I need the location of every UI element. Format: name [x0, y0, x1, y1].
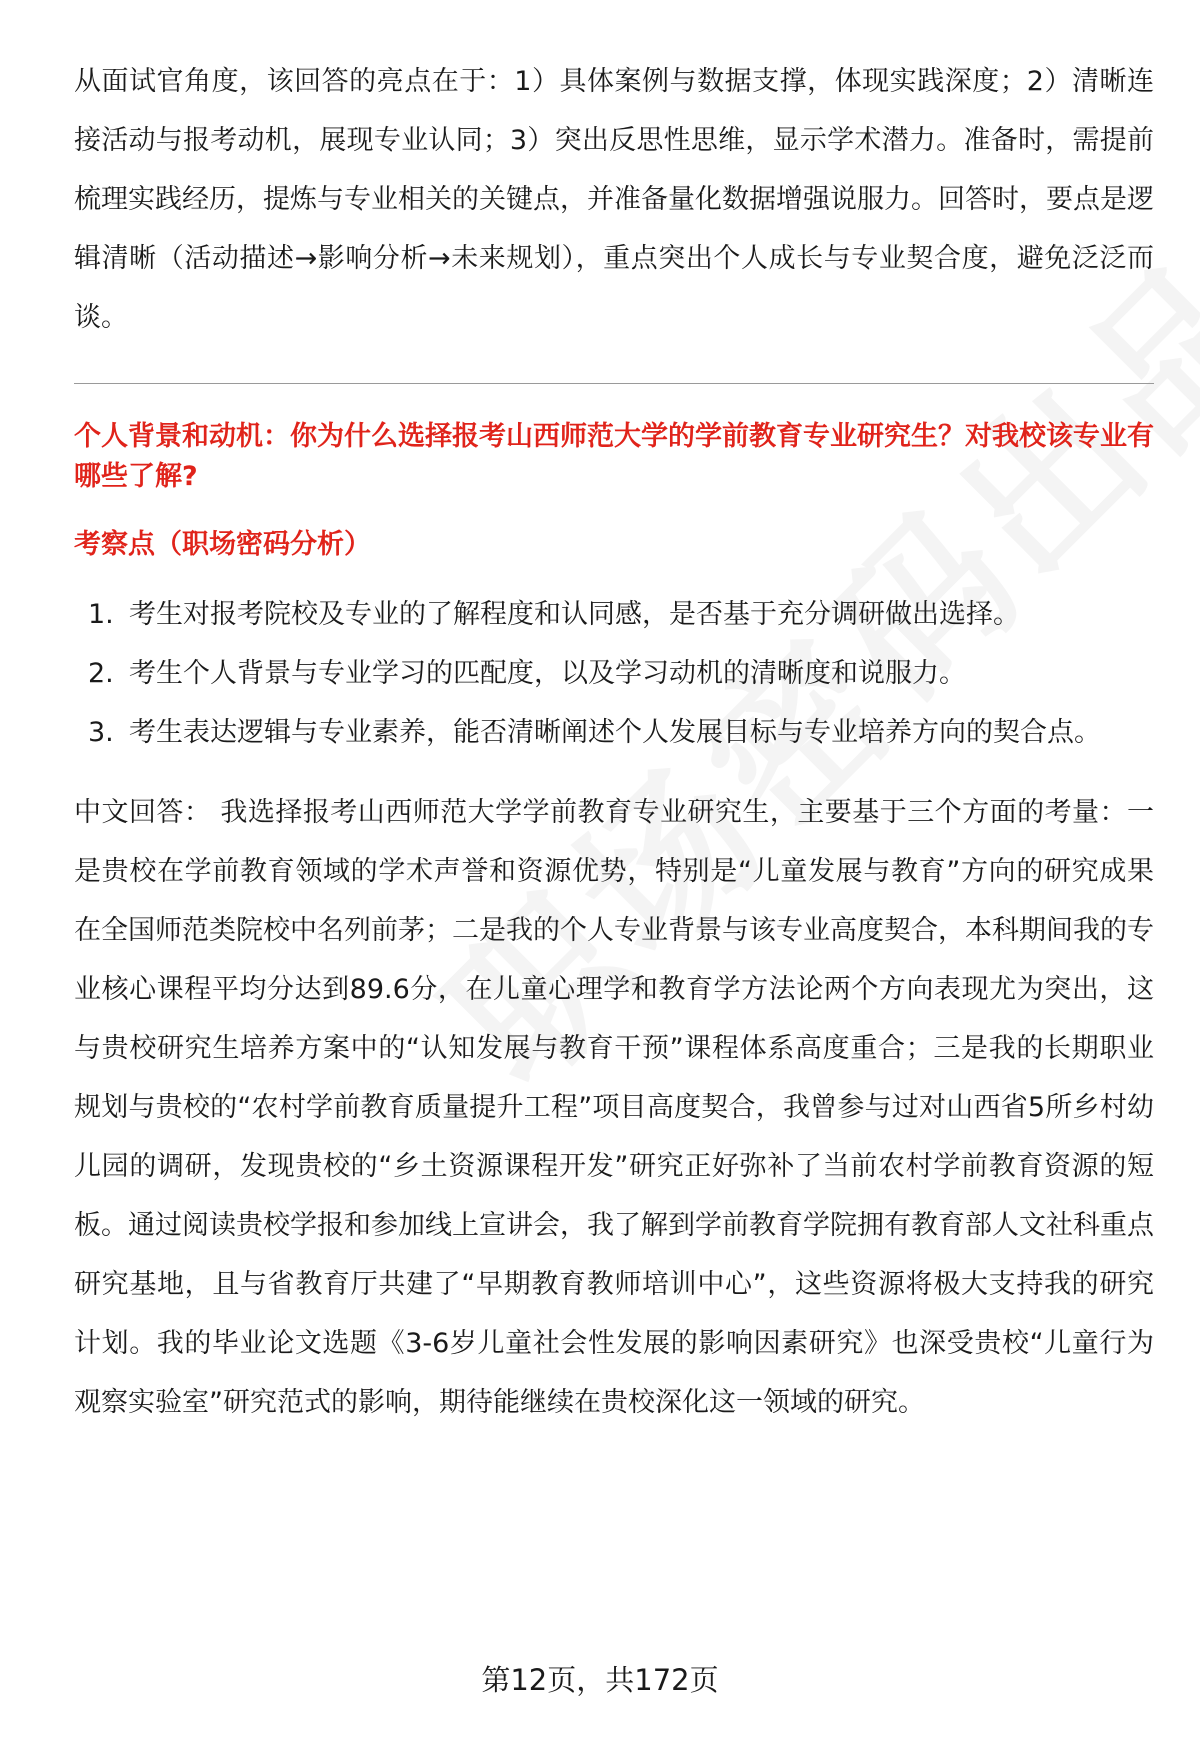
question-heading: 个人背景和动机：你为什么选择报考山西师范大学的学前教育专业研究生？对我校该专业有哪些了解?	[74, 421, 1154, 492]
list-number: 3.	[88, 717, 114, 748]
list-item	[74, 703, 1154, 762]
list-text: 考生个人背景与专业学习的匹配度，以及学习动机的清晰度和说服力。	[129, 658, 966, 689]
list-text: 考生对报考院校及专业的了解程度和认同感，是否基于充分调研做出选择。	[129, 599, 1020, 630]
section-divider	[74, 383, 1154, 384]
list-number: 2.	[88, 658, 114, 689]
assessment-points-list	[74, 585, 1154, 762]
page-footer: 第12页，共172页	[481, 1663, 719, 1697]
answer-paragraph: 中文回答： 我选择报考山西师范大学学前教育专业研究生，主要基于三个方面的考量：一是贵校在学前教育领域的学术声誉和资源优势，特别是“儿童发展与教育”方向的研究成果在全国师范类院校中名列前茅；二是我的个人专业背景与该专业高度契合，本科期间我的专业核心课程平均分达到89.6分，在儿童心理学和教育学方法论两个方向表现尤为突出，这与贵校研究生培养方案中的“认知发展与教育干预”课程体系高度重合；三是我的长期职业规划与贵校的“农村学前教育质量提升工程”项目高度契合，我曾参与过对山西省5所乡村幼儿园的调研，发现贵校的“乡土资源课程开发”研究正好弥补了当前农村学前教育资源的短板。通过阅读贵校学报和参加线上宣讲会，我了解到学前教育学院拥有教育部人文社科重点研究基地，且与省教育厅共建了“早期教育教师培训中心”，这些资源将极大支持我的研究计划。我的毕业论文选题《3-6岁儿童社会性发展的影响因素研究》也深受贵校“儿童行为观察实验室”研究范式的影响，期待能继续在贵校深化这一领域的研究。	[74, 797, 1154, 1418]
list-number: 1.	[88, 599, 114, 630]
section-title: 考察点（职场密码分析）	[74, 529, 371, 560]
intro-paragraph: 从面试官角度，该回答的亮点在于：1）具体案例与数据支撑，体现实践深度；2）清晰连接活动与报考动机，展现专业认同；3）突出反思性思维，显示学术潜力。准备时，需提前梳理实践经历，提炼与专业相关的关键点，并准备量化数据增强说服力。回答时，要点是逻辑清晰（活动描述→影响分析→未来规划），重点突出个人成长与专业契合度，避免泛泛而谈。	[74, 66, 1154, 333]
list-item	[74, 585, 1154, 644]
list-text: 考生表达逻辑与专业素养，能否清晰阐述个人发展目标与专业培养方向的契合点。	[129, 717, 1101, 748]
document-page	[74, 52, 1154, 1432]
list-item	[74, 644, 1154, 703]
